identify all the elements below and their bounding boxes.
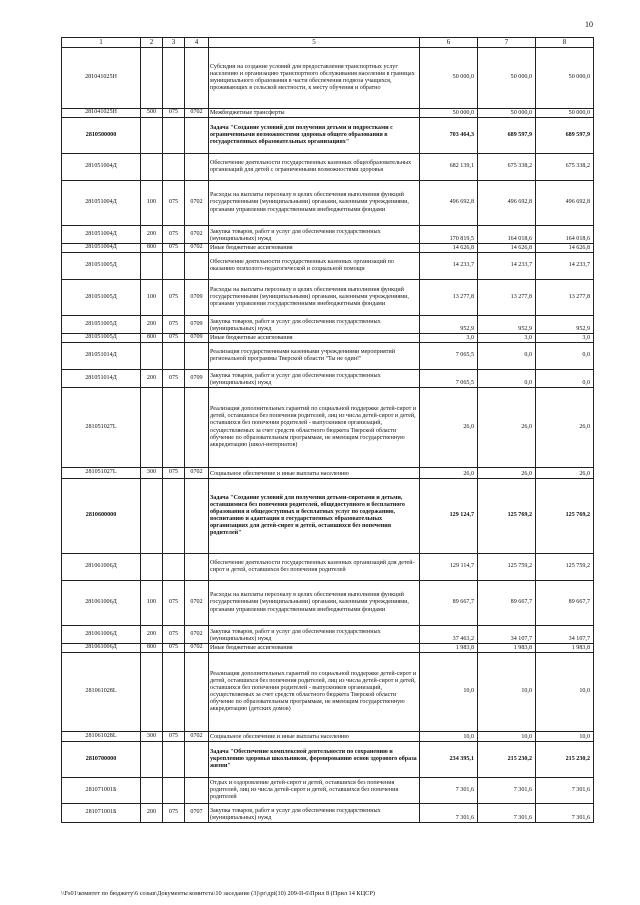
row-value-cell: 10,0 — [478, 732, 536, 742]
row-subsection-cell: 0702 — [185, 244, 209, 253]
row-section-cell — [141, 343, 163, 370]
row-description-cell: Иные бюджетные ассигнования — [209, 244, 420, 253]
row-value-cell: 675 338,2 — [478, 154, 536, 181]
row-section-cell — [141, 388, 163, 468]
row-subsection-cell: 0709 — [185, 316, 209, 334]
row-code-cell: 281071001Б — [62, 778, 141, 804]
row-value-cell: 13 277,8 — [536, 280, 594, 316]
row-description-cell: Закупка товаров, работ и услуг для обеспечения государственных (муниципальных) нужд — [209, 226, 420, 244]
row-code-cell: 281051004Д — [62, 244, 141, 253]
table-row — [62, 732, 594, 742]
row-description-cell: Расходы на выплаты персоналу в целях обеспечения выполнения функций государственными (муниципальными) органами, казенными учреждениями, органами управления государственными внебюджетными фондами — [209, 581, 420, 626]
table-row — [62, 343, 594, 370]
row-code-cell: 2810700000 — [62, 742, 141, 778]
row-section-cell — [141, 253, 163, 280]
row-value-cell: 50 000,0 — [420, 109, 478, 118]
row-code-cell: 281051004Д — [62, 154, 141, 181]
footer-file-path: \\Fs01\комитет по бюджету\6 созыв\Документы комитета\10 заседание (3)\pr\дрi(10) 209-II-6\Прил 8 (Прил 14 КЦСР) — [61, 890, 375, 897]
row-ministry-cell: 075 — [163, 644, 185, 653]
row-value-cell: 164 018,6 — [536, 226, 594, 244]
row-value-cell: 125 759,2 — [478, 554, 536, 581]
row-subsection-cell: 0702 — [185, 181, 209, 226]
row-code-cell: 281051004Д — [62, 181, 141, 226]
row-section-cell: 800 — [141, 334, 163, 343]
row-value-cell: 0,0 — [478, 370, 536, 388]
row-description-cell: Обеспечение деятельности государственных казенных организаций по оказанию психолого-педагогической и социальной помощи — [209, 253, 420, 280]
row-value-cell: 3,0 — [536, 334, 594, 343]
row-value-cell: 125 769,2 — [536, 479, 594, 554]
table-row — [62, 370, 594, 388]
row-value-cell: 34 107,7 — [536, 626, 594, 644]
row-section-cell — [141, 48, 163, 109]
row-description-cell: Социальное обеспечение и иные выплаты населению — [209, 732, 420, 742]
row-subsection-cell — [185, 554, 209, 581]
row-section-cell: 300 — [141, 732, 163, 742]
row-section-cell: 200 — [141, 626, 163, 644]
table-row — [62, 48, 594, 109]
table-row — [62, 804, 594, 823]
table-row — [62, 118, 594, 154]
row-code-cell: 2810500000 — [62, 118, 141, 154]
row-value-cell: 14 626,8 — [536, 244, 594, 253]
budget-table — [61, 37, 594, 823]
row-description-cell: Задача "Обеспечение комплексной деятельности по сохранению и укреплению здоровья школьников, формированию основ здорового образа жизни" — [209, 742, 420, 778]
row-ministry-cell: 075 — [163, 334, 185, 343]
row-ministry-cell: 075 — [163, 468, 185, 479]
row-ministry-cell: 075 — [163, 581, 185, 626]
row-code-cell: 281051014Д — [62, 370, 141, 388]
row-code-cell: 281051005Д — [62, 334, 141, 343]
row-section-cell: 800 — [141, 244, 163, 253]
row-value-cell: 26,0 — [420, 468, 478, 479]
row-value-cell: 170 819,5 — [420, 226, 478, 244]
row-value-cell: 14 233,7 — [536, 253, 594, 280]
row-ministry-cell — [163, 48, 185, 109]
row-description-cell: Реализация государственными казенными учреждениями мероприятий региональной программы Тверской области "Ты не один!" — [209, 343, 420, 370]
row-section-cell: 200 — [141, 370, 163, 388]
table-row — [62, 778, 594, 804]
row-section-cell — [141, 479, 163, 554]
table-row — [62, 226, 594, 244]
row-value-cell: 7 301,6 — [420, 778, 478, 804]
table-row — [62, 653, 594, 732]
row-section-cell: 500 — [141, 109, 163, 118]
row-code-cell: 281061006Д — [62, 554, 141, 581]
row-value-cell: 703 464,3 — [420, 118, 478, 154]
row-ministry-cell — [163, 118, 185, 154]
row-value-cell: 50 000,0 — [536, 109, 594, 118]
row-value-cell: 14 626,8 — [478, 244, 536, 253]
table-row — [62, 644, 594, 653]
row-code-cell: 281051005Д — [62, 253, 141, 280]
row-section-cell — [141, 154, 163, 181]
row-value-cell: 1 983,8 — [420, 644, 478, 653]
row-description-cell: Задача "Создание условий для получения детьми и подростками с ограниченными возможностями здоровья общего образования в государственных образовательных организациях" — [209, 118, 420, 154]
row-value-cell: 952,9 — [420, 316, 478, 334]
row-value-cell: 10,0 — [536, 732, 594, 742]
row-section-cell — [141, 554, 163, 581]
row-value-cell: 3,0 — [420, 334, 478, 343]
table-row — [62, 554, 594, 581]
table-row — [62, 581, 594, 626]
row-ministry-cell — [163, 742, 185, 778]
row-value-cell: 952,9 — [478, 316, 536, 334]
table-row — [62, 742, 594, 778]
table-row — [62, 334, 594, 343]
row-description-cell: Расходы на выплаты персоналу в целях обеспечения выполнения функций государственными (муниципальными) органами, казенными учреждениями, органами управления государственными внебюджетными фондами — [209, 181, 420, 226]
table-row — [62, 388, 594, 468]
row-code-cell: 281051004Д — [62, 226, 141, 244]
row-ministry-cell — [163, 479, 185, 554]
row-ministry-cell: 075 — [163, 280, 185, 316]
row-value-cell: 50 000,0 — [536, 48, 594, 109]
row-code-cell: 281061006Д — [62, 581, 141, 626]
row-value-cell: 0,0 — [536, 370, 594, 388]
row-code-cell: 281041025Н — [62, 48, 141, 109]
row-value-cell: 10,0 — [478, 653, 536, 732]
table-row — [62, 253, 594, 280]
row-value-cell: 7 301,6 — [420, 804, 478, 823]
row-subsection-cell: 0702 — [185, 226, 209, 244]
row-description-cell: Отдых и оздоровление детей-сирот и детей, оставшихся без попечения родителей, лиц из числа детей-сирот и детей, оставшихся без попечения родителей — [209, 778, 420, 804]
row-code-cell: 281061028L — [62, 732, 141, 742]
row-section-cell — [141, 118, 163, 154]
table-row — [62, 280, 594, 316]
row-value-cell: 129 114,7 — [420, 554, 478, 581]
row-value-cell: 14 233,7 — [478, 253, 536, 280]
column-header: 6 — [420, 38, 478, 48]
table-row — [62, 154, 594, 181]
row-code-cell: 281071001Б — [62, 804, 141, 823]
row-value-cell: 675 338,2 — [536, 154, 594, 181]
row-value-cell: 0,0 — [478, 343, 536, 370]
row-subsection-cell — [185, 742, 209, 778]
row-description-cell: Расходы на выплаты персоналу в целях обеспечения выполнения функций государственными (муниципальными) органами, казенными учреждениями, органами управления государственными внебюджетными фондами — [209, 280, 420, 316]
row-value-cell: 3,0 — [478, 334, 536, 343]
row-value-cell: 7 301,6 — [536, 804, 594, 823]
row-ministry-cell: 075 — [163, 181, 185, 226]
row-description-cell: Межбюджетные трансферты — [209, 109, 420, 118]
row-subsection-cell — [185, 479, 209, 554]
row-value-cell: 89 667,7 — [420, 581, 478, 626]
row-section-cell: 200 — [141, 226, 163, 244]
row-subsection-cell: 0702 — [185, 644, 209, 653]
row-value-cell: 1 983,8 — [536, 644, 594, 653]
row-value-cell: 26,0 — [478, 468, 536, 479]
row-value-cell: 682 139,1 — [420, 154, 478, 181]
row-subsection-cell: 0702 — [185, 581, 209, 626]
row-value-cell: 34 107,7 — [478, 626, 536, 644]
row-value-cell: 164 018,6 — [478, 226, 536, 244]
column-header: 1 — [62, 38, 141, 48]
row-section-cell: 200 — [141, 804, 163, 823]
row-ministry-cell: 075 — [163, 804, 185, 823]
row-value-cell: 125 759,2 — [536, 554, 594, 581]
row-description-cell: Закупка товаров, работ и услуг для обеспечения государственных (муниципальных) нужд — [209, 370, 420, 388]
row-value-cell: 7 301,6 — [478, 804, 536, 823]
row-value-cell: 26,0 — [536, 388, 594, 468]
row-ministry-cell — [163, 343, 185, 370]
table-row — [62, 468, 594, 479]
row-code-cell: 281051027L — [62, 468, 141, 479]
row-value-cell: 50 000,0 — [420, 48, 478, 109]
row-ministry-cell — [163, 653, 185, 732]
row-section-cell: 100 — [141, 581, 163, 626]
row-value-cell: 13 277,8 — [420, 280, 478, 316]
row-value-cell: 10,0 — [536, 653, 594, 732]
row-section-cell: 300 — [141, 468, 163, 479]
row-description-cell: Закупка товаров, работ и услуг для обеспечения государственных (муниципальных) нужд — [209, 316, 420, 334]
row-value-cell: 10,0 — [420, 732, 478, 742]
row-value-cell: 14 233,7 — [420, 253, 478, 280]
table-row — [62, 626, 594, 644]
row-code-cell: 281051005Д — [62, 316, 141, 334]
row-subsection-cell: 0702 — [185, 626, 209, 644]
row-value-cell: 234 395,1 — [420, 742, 478, 778]
row-code-cell: 281061028L — [62, 653, 141, 732]
row-value-cell: 7 301,6 — [536, 778, 594, 804]
row-value-cell: 129 124,7 — [420, 479, 478, 554]
row-value-cell: 125 769,2 — [478, 479, 536, 554]
row-value-cell: 496 692,8 — [478, 181, 536, 226]
row-code-cell: 281051005Д — [62, 280, 141, 316]
row-code-cell: 281041025Н — [62, 109, 141, 118]
row-description-cell: Иные бюджетные ассигнования — [209, 644, 420, 653]
row-code-cell: 281061006Д — [62, 626, 141, 644]
row-subsection-cell — [185, 48, 209, 109]
row-ministry-cell — [163, 154, 185, 181]
row-description-cell: Субсидии на создание условий для предоставления транспортных услуг населению и организацию транспортного обслуживания населения в границах муниципального образования в части обеспечения подвоза учащихся, проживающих в сельской местности, к месту обучения и обратно — [209, 48, 420, 109]
row-value-cell: 50 000,0 — [478, 48, 536, 109]
row-subsection-cell — [185, 253, 209, 280]
row-value-cell: 215 230,2 — [478, 742, 536, 778]
row-value-cell: 37 463,2 — [420, 626, 478, 644]
table-row — [62, 244, 594, 253]
table-row — [62, 479, 594, 554]
row-description-cell: Задача "Создание условий для получения детьми-сиротами и детьми, оставшимися без попечения родителей, общедоступного и бесплатного образования и общедоступных и бесплатных услуг по содержанию, воспитанию и адаптации в государственных образовательных организациях для детей-сирот и детей, оставшихся без попечения родителей" — [209, 479, 420, 554]
column-header: 7 — [478, 38, 536, 48]
column-header: 8 — [536, 38, 594, 48]
row-value-cell: 14 626,8 — [420, 244, 478, 253]
row-subsection-cell: 0707 — [185, 804, 209, 823]
row-subsection-cell — [185, 154, 209, 181]
row-ministry-cell — [163, 554, 185, 581]
row-value-cell: 26,0 — [478, 388, 536, 468]
row-value-cell: 689 597,9 — [478, 118, 536, 154]
row-value-cell: 1 983,8 — [478, 644, 536, 653]
table-row — [62, 181, 594, 226]
row-subsection-cell — [185, 653, 209, 732]
row-value-cell: 7 065,5 — [420, 343, 478, 370]
page-number: 10 — [585, 20, 593, 29]
row-value-cell: 26,0 — [420, 388, 478, 468]
row-code-cell: 2810600000 — [62, 479, 141, 554]
row-value-cell: 496 692,8 — [536, 181, 594, 226]
row-subsection-cell — [185, 343, 209, 370]
row-value-cell: 952,9 — [536, 316, 594, 334]
row-description-cell: Закупка товаров, работ и услуг для обеспечения государственных (муниципальных) нужд — [209, 626, 420, 644]
row-subsection-cell: 0702 — [185, 468, 209, 479]
row-section-cell — [141, 742, 163, 778]
row-value-cell: 215 230,2 — [536, 742, 594, 778]
row-value-cell: 10,0 — [420, 653, 478, 732]
row-description-cell: Обеспечение деятельности государственных казенных общеобразовательных организаций для детей с ограниченными возможностями здоровья — [209, 154, 420, 181]
row-value-cell: 50 000,0 — [478, 109, 536, 118]
row-description-cell: Обеспечение деятельности государственных казенных организаций для детей-сирот и детей, оставшихся без попечения родителей — [209, 554, 420, 581]
row-description-cell: Иные бюджетные ассигнования — [209, 334, 420, 343]
row-subsection-cell: 0702 — [185, 732, 209, 742]
row-ministry-cell — [163, 253, 185, 280]
table-row — [62, 316, 594, 334]
row-code-cell: 281051014Д — [62, 343, 141, 370]
row-description-cell: Реализация дополнительных гарантий по социальной поддержке детей-сирот и детей, оставшихся без попечения родителей, лиц из числа детей-сирот и детей, оставшихся без попечения родителей - выпускников организаций, осуществляемых за счет средств областного бюджета Тверской области обучение по образовательным программам, не имеющим государственную аккредитацию (школ-интернатов) — [209, 388, 420, 468]
row-value-cell: 26,0 — [536, 468, 594, 479]
column-header: 5 — [209, 38, 420, 48]
row-ministry-cell: 075 — [163, 109, 185, 118]
row-ministry-cell: 075 — [163, 370, 185, 388]
row-section-cell: 200 — [141, 316, 163, 334]
row-section-cell: 800 — [141, 644, 163, 653]
row-ministry-cell: 075 — [163, 244, 185, 253]
row-description-cell: Закупка товаров, работ и услуг для обеспечения государственных (муниципальных) нужд — [209, 804, 420, 823]
row-ministry-cell: 075 — [163, 626, 185, 644]
row-value-cell: 7 065,5 — [420, 370, 478, 388]
row-description-cell: Социальное обеспечение и иные выплаты населению — [209, 468, 420, 479]
row-subsection-cell: 0702 — [185, 109, 209, 118]
row-code-cell: 281061006Д — [62, 644, 141, 653]
column-header: 4 — [185, 38, 209, 48]
row-ministry-cell — [163, 388, 185, 468]
row-value-cell: 13 277,8 — [478, 280, 536, 316]
column-header: 3 — [163, 38, 185, 48]
row-ministry-cell — [163, 778, 185, 804]
row-description-cell: Реализация дополнительных гарантий по социальной поддержке детей-сирот и детей, оставшихся без попечения родителей, лиц из числа детей-сирот и детей, оставшихся без попечения родителей - выпускников организаций, осуществляемых за счет средств областного бюджета Тверской области обучение по образовательным программам, не имеющим государственную аккредитацию (детских домов) — [209, 653, 420, 732]
row-value-cell: 689 597,9 — [536, 118, 594, 154]
table-header-row — [62, 38, 594, 48]
row-value-cell: 89 667,7 — [478, 581, 536, 626]
row-subsection-cell: 0709 — [185, 280, 209, 316]
row-value-cell: 0,0 — [536, 343, 594, 370]
row-value-cell: 89 667,7 — [536, 581, 594, 626]
row-ministry-cell: 075 — [163, 226, 185, 244]
row-value-cell: 496 692,8 — [420, 181, 478, 226]
row-subsection-cell — [185, 118, 209, 154]
row-subsection-cell: 0709 — [185, 370, 209, 388]
row-ministry-cell: 075 — [163, 732, 185, 742]
row-subsection-cell: 0709 — [185, 334, 209, 343]
row-section-cell: 100 — [141, 280, 163, 316]
row-section-cell — [141, 653, 163, 732]
row-section-cell — [141, 778, 163, 804]
column-header: 2 — [141, 38, 163, 48]
row-value-cell: 7 301,6 — [478, 778, 536, 804]
row-section-cell: 100 — [141, 181, 163, 226]
row-subsection-cell — [185, 388, 209, 468]
row-subsection-cell — [185, 778, 209, 804]
row-ministry-cell: 075 — [163, 316, 185, 334]
table-row — [62, 109, 594, 118]
row-code-cell: 281051027L — [62, 388, 141, 468]
